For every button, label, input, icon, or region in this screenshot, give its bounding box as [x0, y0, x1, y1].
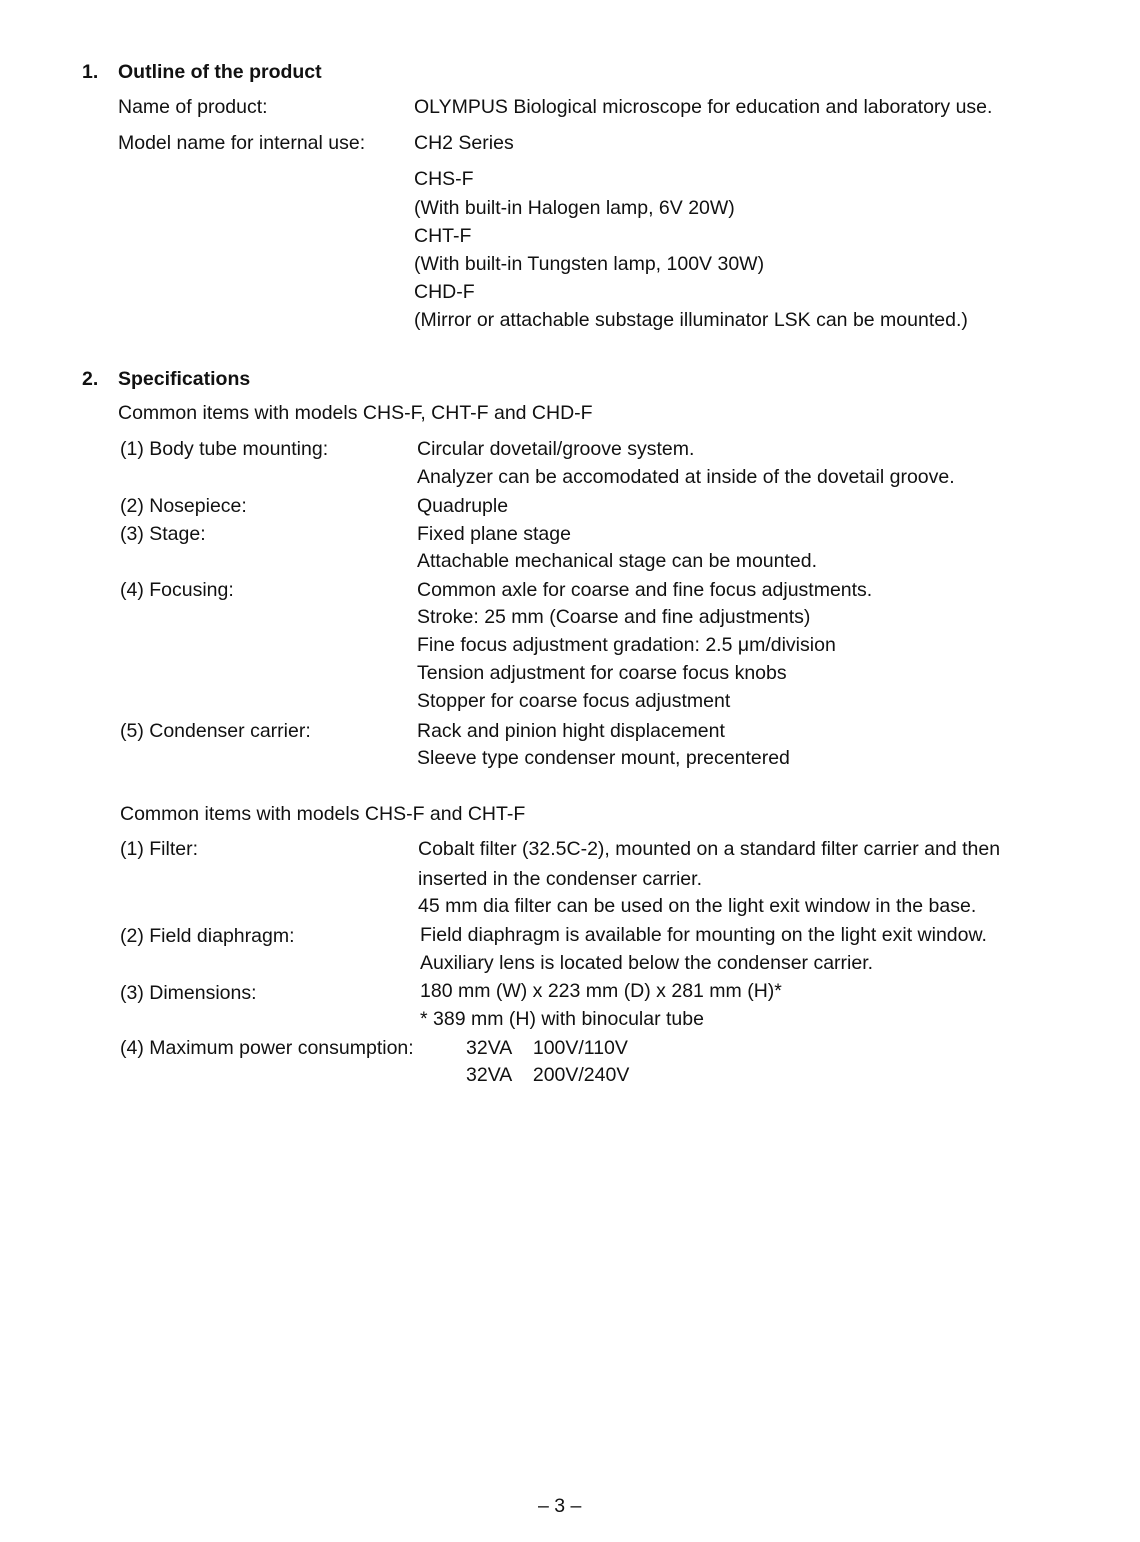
spec-value: Sleeve type condenser mount, precentered: [417, 747, 790, 769]
spec-value: Cobalt filter (32.5C-2), mounted on a standard filter carrier and then: [418, 838, 1001, 860]
group-1-title: Common items with models CHS-F, CHT-F and CHD-F: [118, 402, 593, 424]
model-name-value: CH2 Series: [414, 132, 514, 154]
spec-value: Common axle for coarse and fine focus adjustments.: [417, 579, 873, 601]
spec-value: Stopper for coarse focus adjustment: [417, 690, 731, 712]
spec-value: 32VA 200V/240V: [466, 1064, 630, 1086]
spec-value: Attachable mechanical stage can be mounted.: [417, 550, 818, 572]
spec-value: Auxiliary lens is located below the condenser carrier.: [420, 952, 874, 974]
spec-label: (1) Body tube mounting:: [120, 438, 329, 460]
product-name-value: OLYMPUS Biological microscope for education and laboratory use.: [414, 96, 993, 118]
spec-value: Tension adjustment for coarse focus knobs: [417, 662, 787, 684]
model-line: (With built-in Halogen lamp, 6V 20W): [414, 197, 735, 219]
spec-value: Circular dovetail/groove system.: [417, 438, 695, 460]
model-line: CHD-F: [414, 281, 475, 303]
product-name-label: Name of product:: [118, 96, 268, 118]
spec-value: Field diaphragm is available for mounting on the light exit window.: [420, 924, 987, 946]
model-line: (Mirror or attachable substage illuminator LSK can be mounted.): [414, 309, 968, 331]
spec-value: inserted in the condenser carrier.: [418, 868, 702, 890]
spec-label: (2) Field diaphragm:: [120, 925, 295, 947]
section-1-heading: Outline of the product: [118, 61, 322, 83]
spec-value: Fine focus adjustment gradation: 2.5 μm/division: [417, 634, 836, 656]
spec-label: (5) Condenser carrier:: [120, 720, 311, 742]
group-2-title: Common items with models CHS-F and CHT-F: [120, 803, 526, 825]
spec-value: Analyzer can be accomodated at inside of the dovetail groove.: [417, 466, 955, 488]
spec-value: Rack and pinion hight displacement: [417, 720, 725, 742]
spec-label: (3) Stage:: [120, 523, 206, 545]
model-line: (With built-in Tungsten lamp, 100V 30W): [414, 253, 765, 275]
spec-label: (3) Dimensions:: [120, 982, 257, 1004]
spec-label: (4) Maximum power consumption:: [120, 1037, 414, 1059]
spec-value: 180 mm (W) x 223 mm (D) x 281 mm (H)*: [420, 980, 782, 1002]
spec-value: Fixed plane stage: [417, 523, 571, 545]
spec-value: 32VA 100V/110V: [466, 1037, 628, 1059]
spec-value: Quadruple: [417, 495, 509, 517]
spec-label: (2) Nosepiece:: [120, 495, 247, 517]
section-2-heading: Specifications: [118, 368, 251, 390]
spec-value: 45 mm dia filter can be used on the light exit window in the base.: [418, 895, 977, 917]
spec-label: (1) Filter:: [120, 838, 198, 860]
spec-value: Stroke: 25 mm (Coarse and fine adjustments): [417, 606, 811, 628]
section-2-number: 2.: [82, 368, 99, 390]
model-line: CHT-F: [414, 225, 472, 247]
spec-value: * 389 mm (H) with binocular tube: [420, 1008, 704, 1030]
page-number: – 3 –: [538, 1495, 582, 1517]
model-name-label: Model name for internal use:: [118, 132, 366, 154]
section-1-number: 1.: [82, 61, 99, 83]
spec-label: (4) Focusing:: [120, 579, 234, 601]
model-line: CHS-F: [414, 168, 474, 190]
